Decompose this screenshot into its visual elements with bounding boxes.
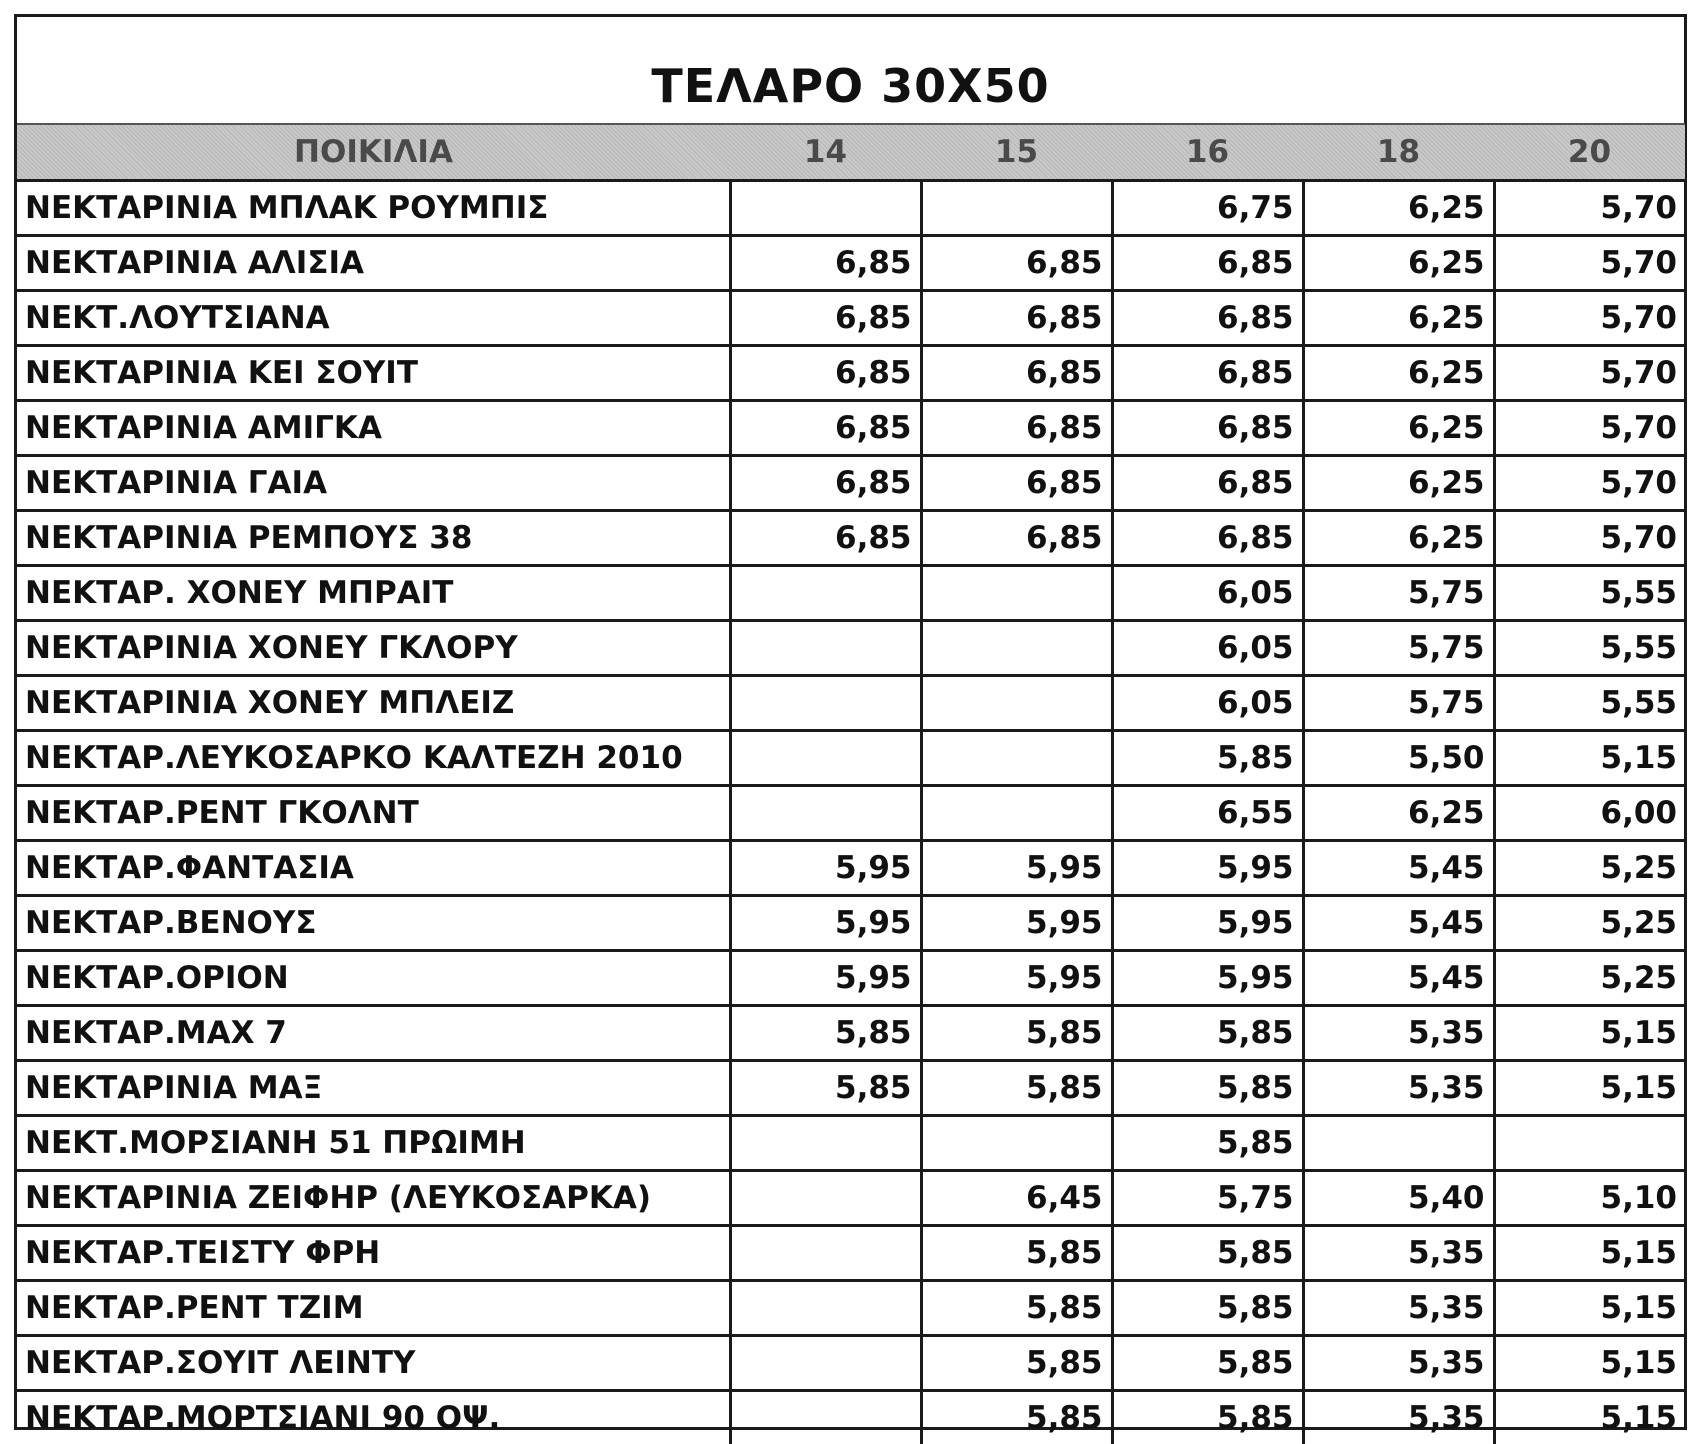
header-size-20: 20 xyxy=(1494,124,1685,181)
variety-cell: ΝΕΚΤ.ΜΟΡΣΙΑΝΗ 51 ΠΡΩΙΜΗ xyxy=(17,1116,730,1171)
table-row xyxy=(17,511,1685,566)
price-20-cell: 5,70 xyxy=(1494,236,1685,291)
price-18-cell: 5,40 xyxy=(1303,1171,1494,1226)
price-14-cell xyxy=(730,1391,921,1444)
variety-cell: ΝΕΚΤΑΡ.ΜΑΧ 7 xyxy=(17,1006,730,1061)
price-14-cell: 5,85 xyxy=(730,1061,921,1116)
table-row xyxy=(17,1226,1685,1281)
price-18-cell: 6,25 xyxy=(1303,346,1494,401)
price-15-cell xyxy=(921,621,1112,676)
table-row xyxy=(17,566,1685,621)
price-18-cell: 5,45 xyxy=(1303,896,1494,951)
variety-cell: ΝΕΚΤΑΡΙΝΙΑ ΚΕΙ ΣΟΥΙΤ xyxy=(17,346,730,401)
price-18-cell: 6,25 xyxy=(1303,511,1494,566)
price-20-cell: 5,70 xyxy=(1494,401,1685,456)
price-15-cell: 5,85 xyxy=(921,1336,1112,1391)
variety-cell: ΝΕΚΤΑΡ.ΣΟΥΙΤ ΛΕΙΝΤΥ xyxy=(17,1336,730,1391)
variety-cell: ΝΕΚΤΑΡΙΝΙΑ ΖΕΙΦΗΡ (ΛΕΥΚΟΣΑΡΚΑ) xyxy=(17,1171,730,1226)
price-20-cell: 5,70 xyxy=(1494,456,1685,511)
price-14-cell: 5,95 xyxy=(730,841,921,896)
price-15-cell xyxy=(921,731,1112,786)
price-18-cell: 5,35 xyxy=(1303,1281,1494,1336)
variety-cell: ΝΕΚΤΑΡΙΝΙΑ ΡΕΜΠΟΥΣ 38 xyxy=(17,511,730,566)
price-20-cell: 5,15 xyxy=(1494,1226,1685,1281)
variety-cell: ΝΕΚΤΑΡ. ΧΟΝΕΥ ΜΠΡΑΙΤ xyxy=(17,566,730,621)
price-15-cell: 6,85 xyxy=(921,346,1112,401)
variety-cell: ΝΕΚΤΑΡΙΝΙΑ ΧΟΝΕΥ ΜΠΛΕΙΖ xyxy=(17,676,730,731)
price-16-cell: 6,75 xyxy=(1112,181,1303,236)
price-15-cell: 6,85 xyxy=(921,236,1112,291)
table-row xyxy=(17,1006,1685,1061)
price-14-cell xyxy=(730,786,921,841)
price-14-cell: 5,95 xyxy=(730,951,921,1006)
header-size-18: 18 xyxy=(1303,124,1494,181)
table-row xyxy=(17,1336,1685,1391)
price-16-cell: 5,85 xyxy=(1112,1226,1303,1281)
price-14-cell xyxy=(730,1336,921,1391)
price-14-cell: 6,85 xyxy=(730,511,921,566)
price-18-cell: 5,45 xyxy=(1303,951,1494,1006)
price-14-cell: 6,85 xyxy=(730,456,921,511)
header-size-14: 14 xyxy=(730,124,921,181)
price-15-cell: 6,85 xyxy=(921,291,1112,346)
variety-cell: ΝΕΚΤΑΡ.ΤΕΙΣΤΥ ΦΡΗ xyxy=(17,1226,730,1281)
table-row xyxy=(17,236,1685,291)
header-size-15: 15 xyxy=(921,124,1112,181)
table-row xyxy=(17,896,1685,951)
price-16-cell: 5,95 xyxy=(1112,951,1303,1006)
variety-cell: ΝΕΚΤΑΡ.ΡΕΝΤ ΓΚΟΛΝΤ xyxy=(17,786,730,841)
price-14-cell xyxy=(730,1281,921,1336)
table-row xyxy=(17,1061,1685,1116)
price-18-cell: 5,35 xyxy=(1303,1061,1494,1116)
price-18-cell: 6,25 xyxy=(1303,401,1494,456)
price-14-cell xyxy=(730,621,921,676)
price-15-cell xyxy=(921,1116,1112,1171)
price-18-cell: 6,25 xyxy=(1303,236,1494,291)
price-14-cell xyxy=(730,566,921,621)
price-14-cell: 5,85 xyxy=(730,1006,921,1061)
price-20-cell: 5,70 xyxy=(1494,181,1685,236)
variety-cell: ΝΕΚΤΑΡΙΝΙΑ ΓΑΙΑ xyxy=(17,456,730,511)
price-15-cell: 5,95 xyxy=(921,841,1112,896)
table-row xyxy=(17,621,1685,676)
price-18-cell: 5,35 xyxy=(1303,1336,1494,1391)
price-16-cell: 5,85 xyxy=(1112,1281,1303,1336)
price-table xyxy=(17,123,1685,1444)
price-18-cell: 6,25 xyxy=(1303,181,1494,236)
price-14-cell xyxy=(730,676,921,731)
price-16-cell: 5,95 xyxy=(1112,841,1303,896)
price-16-cell: 5,85 xyxy=(1112,1116,1303,1171)
table-body xyxy=(17,181,1685,1444)
price-16-cell: 6,05 xyxy=(1112,621,1303,676)
price-15-cell: 5,95 xyxy=(921,951,1112,1006)
table-row xyxy=(17,291,1685,346)
price-sheet xyxy=(14,14,1687,1430)
table-row xyxy=(17,1171,1685,1226)
price-16-cell: 6,05 xyxy=(1112,676,1303,731)
table-row xyxy=(17,951,1685,1006)
price-15-cell: 5,85 xyxy=(921,1281,1112,1336)
price-20-cell: 5,15 xyxy=(1494,1281,1685,1336)
price-16-cell: 5,85 xyxy=(1112,731,1303,786)
price-14-cell: 6,85 xyxy=(730,291,921,346)
price-15-cell: 5,85 xyxy=(921,1006,1112,1061)
price-20-cell: 5,25 xyxy=(1494,896,1685,951)
price-20-cell xyxy=(1494,1116,1685,1171)
price-14-cell xyxy=(730,1171,921,1226)
table-row xyxy=(17,1281,1685,1336)
table-row xyxy=(17,401,1685,456)
price-14-cell: 6,85 xyxy=(730,346,921,401)
price-15-cell xyxy=(921,786,1112,841)
price-20-cell: 5,55 xyxy=(1494,621,1685,676)
header-variety: ΠΟΙΚΙΛΙΑ xyxy=(17,124,730,181)
header-size-16: 16 xyxy=(1112,124,1303,181)
price-20-cell: 5,15 xyxy=(1494,1336,1685,1391)
price-15-cell: 6,85 xyxy=(921,456,1112,511)
price-14-cell xyxy=(730,1116,921,1171)
price-14-cell xyxy=(730,731,921,786)
price-20-cell: 5,70 xyxy=(1494,511,1685,566)
price-18-cell: 6,25 xyxy=(1303,291,1494,346)
header-row xyxy=(17,124,1685,181)
price-14-cell: 5,95 xyxy=(730,896,921,951)
price-16-cell: 5,85 xyxy=(1112,1336,1303,1391)
table-row xyxy=(17,1116,1685,1171)
price-20-cell: 5,15 xyxy=(1494,1006,1685,1061)
price-18-cell: 5,75 xyxy=(1303,566,1494,621)
variety-cell: ΝΕΚΤΑΡ.ΟΡΙΟΝ xyxy=(17,951,730,1006)
price-20-cell: 5,15 xyxy=(1494,1061,1685,1116)
price-15-cell: 6,85 xyxy=(921,511,1112,566)
price-15-cell: 5,85 xyxy=(921,1061,1112,1116)
price-18-cell: 5,75 xyxy=(1303,621,1494,676)
price-18-cell: 5,75 xyxy=(1303,676,1494,731)
price-16-cell: 6,85 xyxy=(1112,511,1303,566)
price-20-cell: 5,10 xyxy=(1494,1171,1685,1226)
variety-cell: ΝΕΚΤΑΡΙΝΙΑ ΑΜΙΓΚΑ xyxy=(17,401,730,456)
price-20-cell: 5,70 xyxy=(1494,291,1685,346)
price-20-cell: 5,55 xyxy=(1494,676,1685,731)
price-16-cell: 6,05 xyxy=(1112,566,1303,621)
price-18-cell xyxy=(1303,1116,1494,1171)
sheet-title: ΤΕΛΑΡΟ 30Χ50 xyxy=(17,17,1684,123)
price-16-cell: 5,85 xyxy=(1112,1061,1303,1116)
price-16-cell: 5,85 xyxy=(1112,1391,1303,1444)
table-row xyxy=(17,731,1685,786)
price-20-cell: 5,25 xyxy=(1494,951,1685,1006)
price-18-cell: 6,25 xyxy=(1303,786,1494,841)
price-15-cell: 5,85 xyxy=(921,1226,1112,1281)
table-row xyxy=(17,181,1685,236)
variety-cell: ΝΕΚΤΑΡ.ΒΕΝΟΥΣ xyxy=(17,896,730,951)
variety-cell: ΝΕΚΤΑΡΙΝΙΑ ΑΛΙΣΙΑ xyxy=(17,236,730,291)
price-18-cell: 5,50 xyxy=(1303,731,1494,786)
variety-cell: ΝΕΚΤΑΡ.ΜΟΡΤΣΙΑΝΙ 90 ΟΨ. xyxy=(17,1391,730,1444)
price-16-cell: 5,95 xyxy=(1112,896,1303,951)
variety-cell: ΝΕΚΤΑΡΙΝΙΑ ΜΑΞ xyxy=(17,1061,730,1116)
price-18-cell: 5,35 xyxy=(1303,1391,1494,1444)
price-15-cell xyxy=(921,566,1112,621)
price-16-cell: 5,85 xyxy=(1112,1006,1303,1061)
price-14-cell xyxy=(730,1226,921,1281)
variety-cell: ΝΕΚΤΑΡ.ΛΕΥΚΟΣΑΡΚΟ ΚΑΛΤΕΖΗ 2010 xyxy=(17,731,730,786)
price-15-cell xyxy=(921,676,1112,731)
price-15-cell: 6,85 xyxy=(921,401,1112,456)
price-15-cell: 5,95 xyxy=(921,896,1112,951)
table-row xyxy=(17,456,1685,511)
price-16-cell: 6,85 xyxy=(1112,401,1303,456)
table-row xyxy=(17,676,1685,731)
price-16-cell: 6,85 xyxy=(1112,346,1303,401)
price-18-cell: 5,45 xyxy=(1303,841,1494,896)
price-16-cell: 5,75 xyxy=(1112,1171,1303,1226)
price-14-cell: 6,85 xyxy=(730,401,921,456)
price-16-cell: 6,85 xyxy=(1112,236,1303,291)
table-row xyxy=(17,346,1685,401)
price-18-cell: 6,25 xyxy=(1303,456,1494,511)
price-16-cell: 6,85 xyxy=(1112,456,1303,511)
price-20-cell: 5,25 xyxy=(1494,841,1685,896)
variety-cell: ΝΕΚΤΑΡΙΝΙΑ ΧΟΝΕΥ ΓΚΛΟΡΥ xyxy=(17,621,730,676)
table-row xyxy=(17,841,1685,896)
price-15-cell: 6,45 xyxy=(921,1171,1112,1226)
price-18-cell: 5,35 xyxy=(1303,1006,1494,1061)
price-14-cell: 6,85 xyxy=(730,236,921,291)
price-16-cell: 6,55 xyxy=(1112,786,1303,841)
price-14-cell xyxy=(730,181,921,236)
variety-cell: ΝΕΚΤΑΡΙΝΙΑ ΜΠΛΑΚ ΡΟΥΜΠΙΣ xyxy=(17,181,730,236)
table-row xyxy=(17,786,1685,841)
price-15-cell xyxy=(921,181,1112,236)
variety-cell: ΝΕΚΤΑΡ.ΡΕΝΤ ΤΖΙΜ xyxy=(17,1281,730,1336)
price-20-cell: 6,00 xyxy=(1494,786,1685,841)
price-20-cell: 5,15 xyxy=(1494,731,1685,786)
price-20-cell: 5,55 xyxy=(1494,566,1685,621)
table-row xyxy=(17,1391,1685,1444)
price-15-cell: 5,85 xyxy=(921,1391,1112,1444)
variety-cell: ΝΕΚΤ.ΛΟΥΤΣΙΑΝΑ xyxy=(17,291,730,346)
price-20-cell: 5,15 xyxy=(1494,1391,1685,1444)
variety-cell: ΝΕΚΤΑΡ.ΦΑΝΤΑΣΙΑ xyxy=(17,841,730,896)
price-18-cell: 5,35 xyxy=(1303,1226,1494,1281)
price-20-cell: 5,70 xyxy=(1494,346,1685,401)
price-16-cell: 6,85 xyxy=(1112,291,1303,346)
